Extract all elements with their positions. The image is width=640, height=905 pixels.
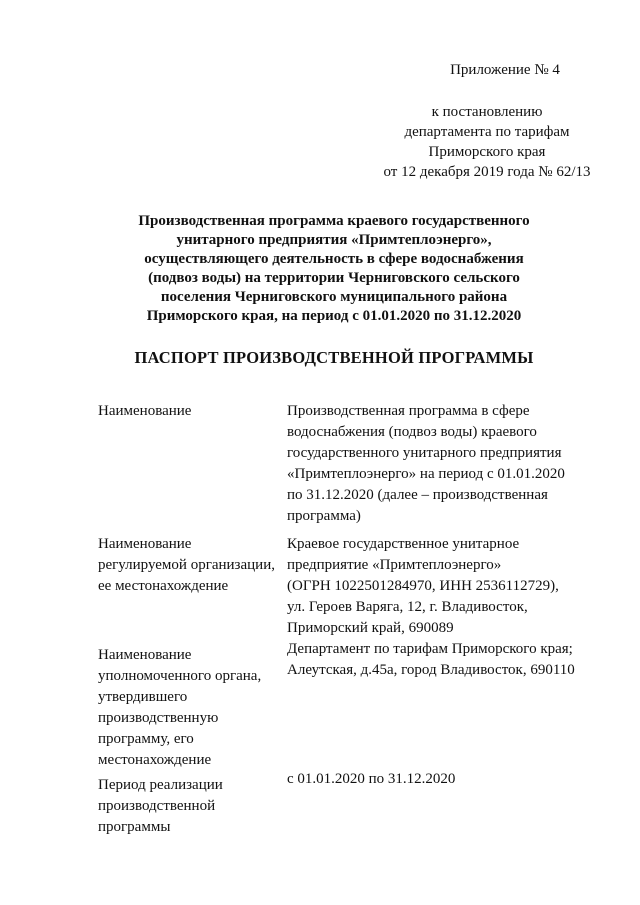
row-value-line: Департамент по тарифам Приморского края; <box>287 641 573 657</box>
row-label-line: местонахождение <box>98 752 212 768</box>
program-title-line: Производственная программа краевого государственного <box>138 213 530 229</box>
program-title-line: унитарного предприятия «Примтеплоэнерго», <box>176 232 492 248</box>
program-title <box>100 212 568 326</box>
appendix-block <box>372 60 602 182</box>
row-value-line: по 31.12.2020 (далее – производственная <box>287 487 548 503</box>
row-label <box>98 534 280 597</box>
row-value-line: (ОГРН 1022501284970, ИНН 2536112729), <box>287 578 559 594</box>
row-label-line: ее местонахождение <box>98 578 229 594</box>
row-label-line: Наименование <box>98 403 192 419</box>
row-value-line: государственного унитарного предприятия <box>287 445 562 461</box>
appendix-line-1: к постановлению <box>431 104 543 120</box>
row-value-line: с 01.01.2020 по 31.12.2020 <box>287 771 456 787</box>
row-value-line: ул. Героев Варяга, 12, г. Владивосток, <box>287 599 528 615</box>
row-value-line: Алеутская, д.45а, город Владивосток, 690110 <box>287 662 575 678</box>
row-value <box>287 639 597 681</box>
row-value <box>287 534 597 639</box>
row-value-line: «Примтеплоэнерго» на период с 01.01.2020 <box>287 466 565 482</box>
program-title-line: поселения Черниговского муниципального района <box>160 289 508 305</box>
row-value-line: Приморский край, 690089 <box>287 620 454 636</box>
row-label-line: Наименование <box>98 536 192 552</box>
row-label-line: программу, его <box>98 731 194 747</box>
program-title-line: осуществляющего деятельность в сфере водоснабжения <box>144 251 524 267</box>
row-label-line: производственную <box>98 710 219 726</box>
row-label <box>98 775 280 838</box>
row-value-line: Производственная программа в сфере <box>287 403 530 419</box>
row-label-line: уполномоченного органа, <box>98 668 262 684</box>
appendix-line-3: Приморского края <box>428 144 546 160</box>
row-label-line: Наименование <box>98 647 192 663</box>
row-value-line: водоснабжения (подвоз воды) краевого <box>287 424 537 440</box>
row-label-line: Период реализации <box>98 777 223 793</box>
program-title-line: (подвоз воды) на территории Черниговского сельского <box>148 270 520 286</box>
appendix-line-4: от 12 декабря 2019 года № 62/13 <box>383 164 591 180</box>
appendix-line-2: департамента по тарифам <box>404 124 570 140</box>
row-value <box>287 769 597 790</box>
program-title-line: Приморского края, на период с 01.01.2020 по 31.12.2020 <box>146 308 522 324</box>
row-value-line: Краевое государственное унитарное <box>287 536 520 552</box>
row-value-line: предприятие «Примтеплоэнерго» <box>287 557 502 573</box>
row-label-line: производственной <box>98 798 216 814</box>
row-label <box>98 401 280 422</box>
appendix-title: Приложение № 4 <box>450 62 560 78</box>
row-value-line: программа) <box>287 508 361 524</box>
row-label <box>98 645 280 771</box>
row-label-line: утвердившего <box>98 689 188 705</box>
passport-heading: ПАСПОРТ ПРОИЗВОДСТВЕННОЙ ПРОГРАММЫ <box>134 348 534 367</box>
row-label-line: регулируемой организации, <box>98 557 275 573</box>
row-label-line: программы <box>98 819 171 835</box>
row-value <box>287 401 597 527</box>
